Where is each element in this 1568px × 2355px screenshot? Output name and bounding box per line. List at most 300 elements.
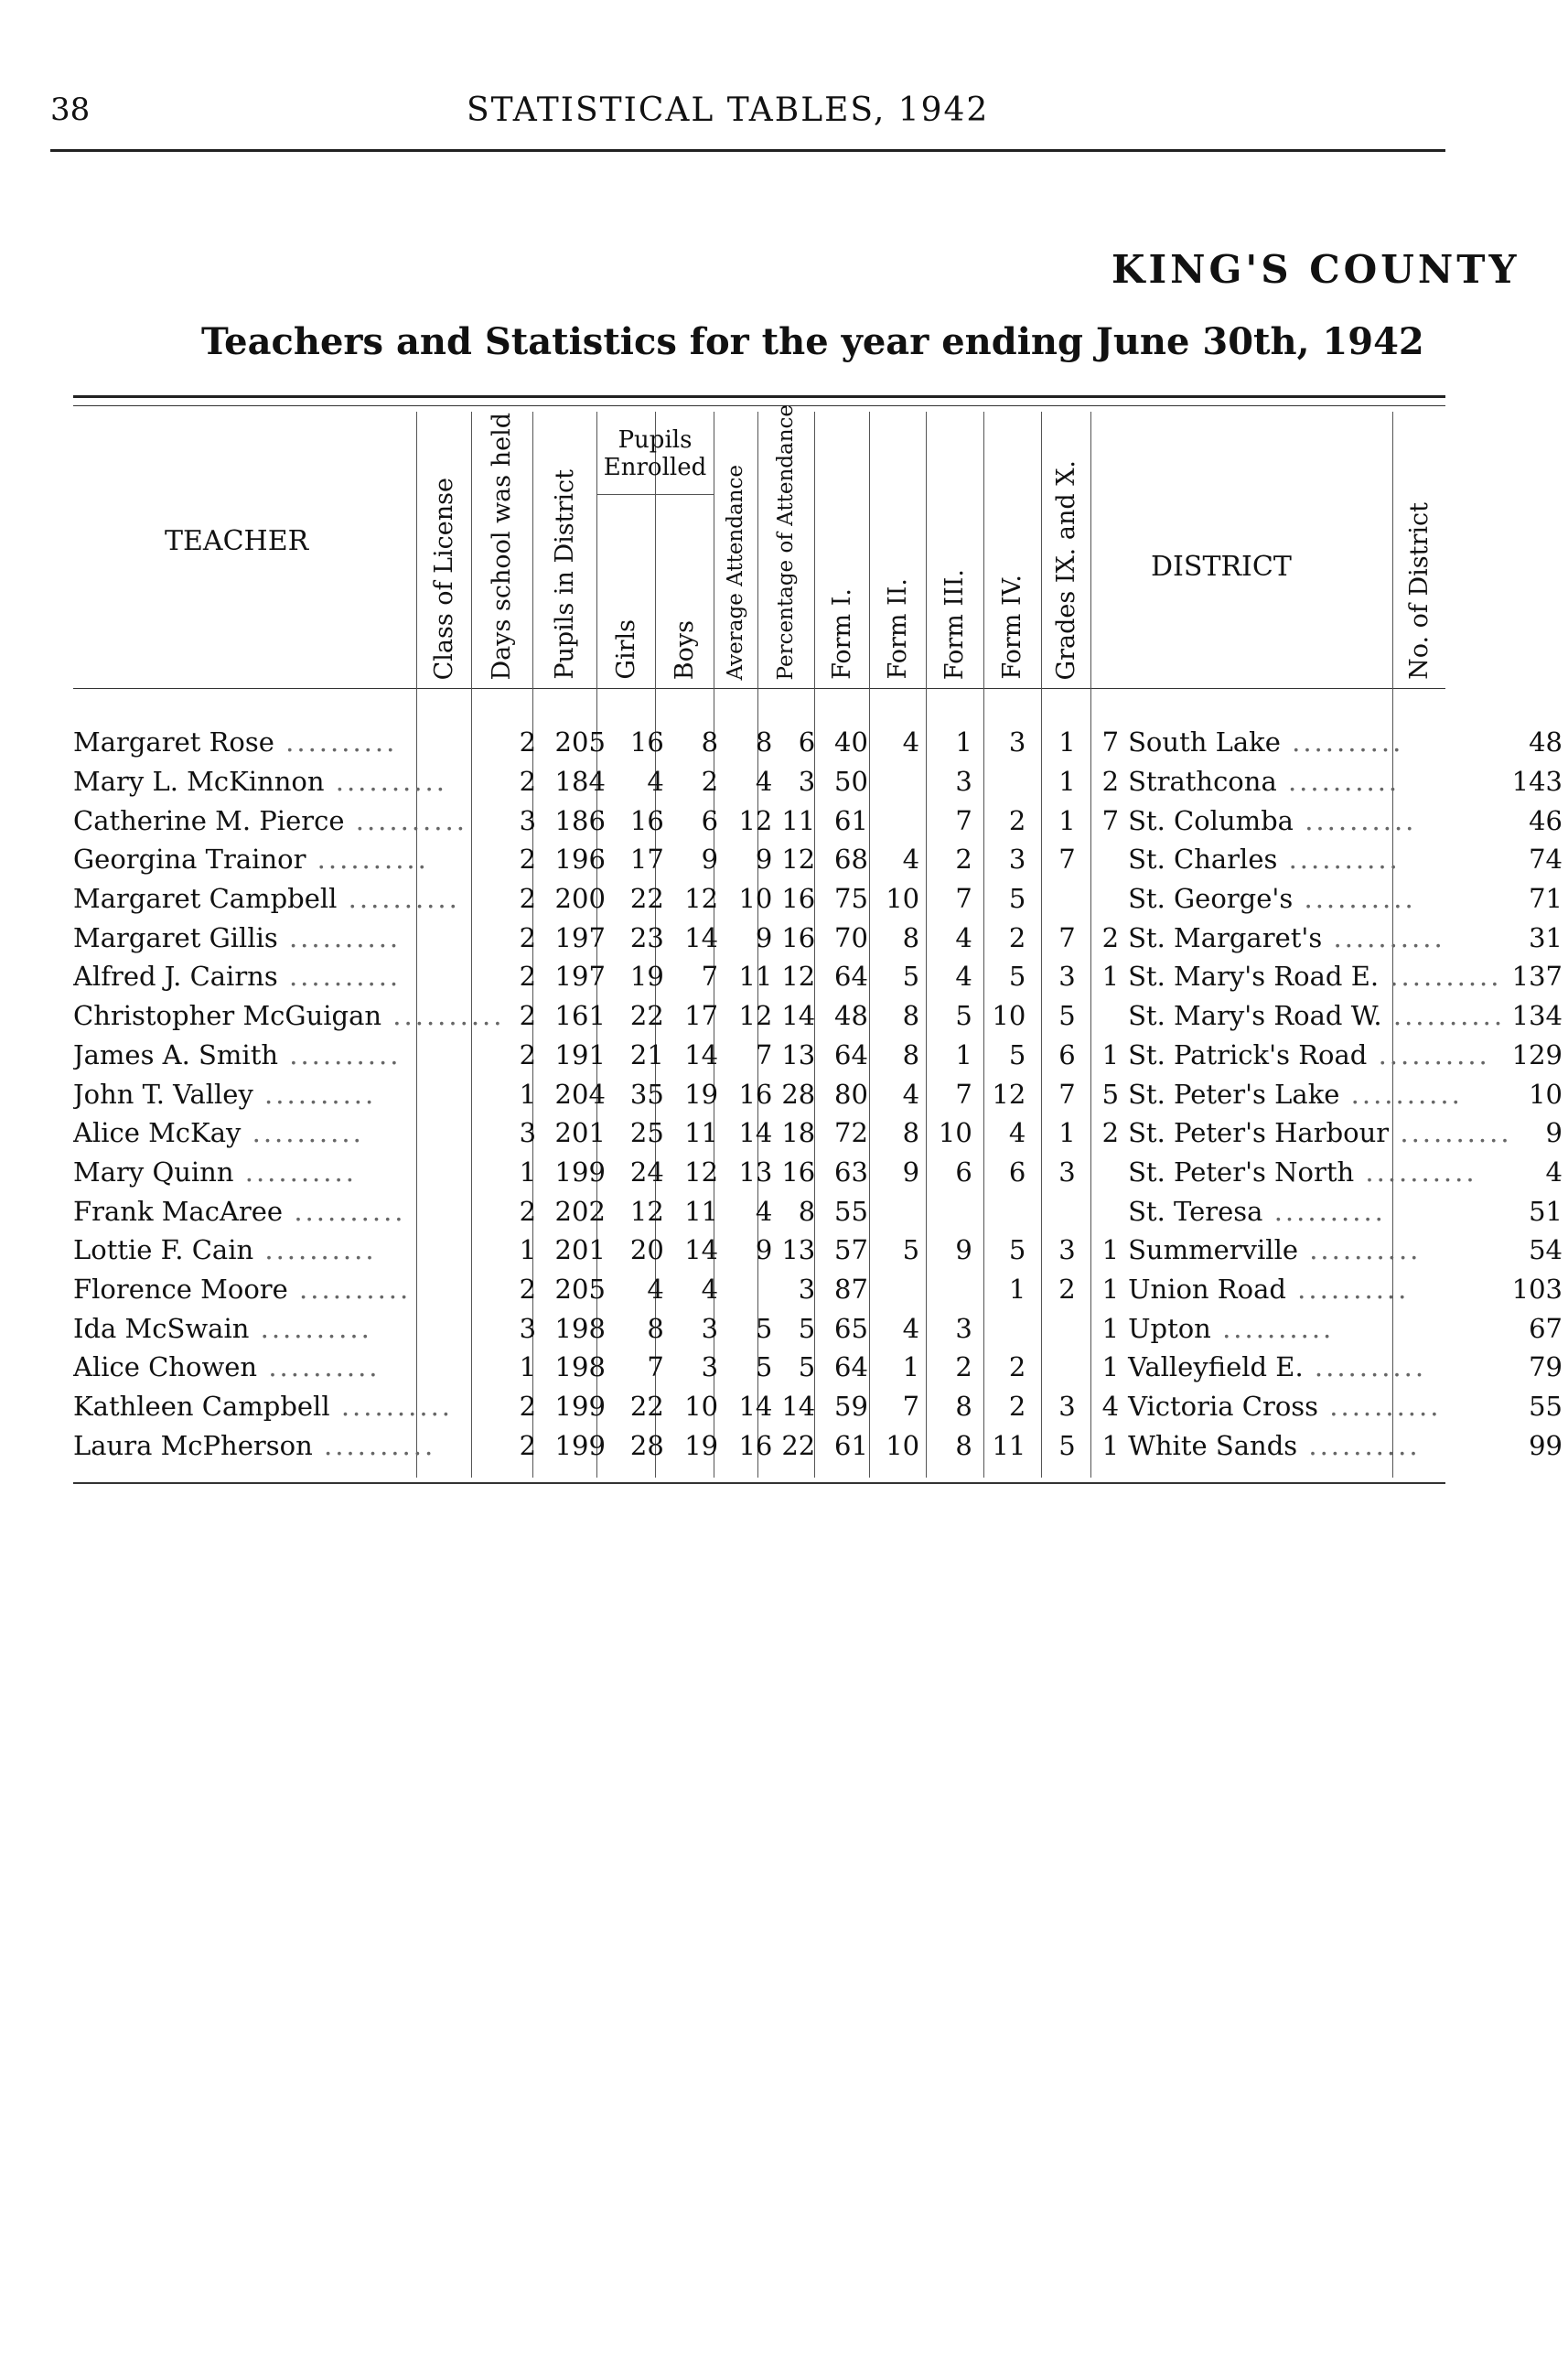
percentage-attendance-cell-text: 87: [834, 1273, 868, 1305]
class-of-license-cell: [504, 918, 551, 957]
form-2-cell-text: 5: [955, 1000, 972, 1032]
form-3-cell: [978, 1270, 1032, 1309]
district-number-cell-text: 134: [1511, 1000, 1563, 1032]
class-of-license-cell: [504, 801, 551, 840]
average-attendance-cell: [778, 1074, 821, 1113]
district-number-cell: [1512, 801, 1568, 840]
table-header-rule: [73, 688, 1445, 689]
form-2-cell-text: 3: [955, 766, 972, 798]
average-attendance-cell-text: 3: [798, 1273, 816, 1305]
boys-cell-text: 11: [738, 961, 773, 993]
grades-9-10-cell: [1081, 1036, 1124, 1075]
form-3-cell-text: 10: [992, 1000, 1026, 1032]
leader-dots: ..........: [1297, 1429, 1421, 1461]
girls-cell: [670, 1191, 724, 1231]
average-attendance-cell: [778, 1231, 821, 1270]
pupils-in-district-cell: [611, 1153, 670, 1192]
form-4-cell: [1031, 957, 1080, 996]
boys-cell-text: 9: [755, 1234, 773, 1266]
pupils-in-district-cell-text: 22: [629, 1000, 664, 1032]
district-name-text: St. Mary's Road E.: [1128, 961, 1380, 993]
form-3-cell-text: 4: [1008, 1117, 1026, 1149]
average-attendance-cell: [778, 879, 821, 919]
girls-cell-text: 10: [684, 1391, 719, 1423]
pupils-in-district-cell: [611, 1074, 670, 1113]
form-2-cell: [925, 1425, 978, 1465]
boys-cell-text: 16: [738, 1078, 773, 1110]
leader-dots: ..........: [337, 883, 460, 915]
district-number-cell: [1512, 1387, 1568, 1426]
girls-cell-text: 14: [684, 1234, 719, 1266]
days-held-cell: [551, 1074, 611, 1113]
class-of-license-cell: [504, 1036, 551, 1075]
average-attendance-cell: [778, 801, 821, 840]
pupils-in-district-cell: [611, 762, 670, 801]
girls-cell-text: 11: [684, 1195, 719, 1227]
percentage-attendance-cell-text: 40: [834, 726, 868, 758]
leader-dots: ..........: [1293, 804, 1417, 836]
form-1-cell: [874, 1348, 925, 1387]
boys-cell-text: 13: [738, 1156, 773, 1188]
boys-cell-text: 5: [755, 1312, 773, 1344]
girls-cell: [670, 840, 724, 879]
form-1-cell: [874, 918, 925, 957]
boys-cell-text: 10: [738, 883, 773, 915]
average-attendance-cell: [778, 918, 821, 957]
percentage-attendance-cell: [821, 723, 874, 762]
leader-dots: ..........: [1303, 1351, 1427, 1383]
grades-9-10-cell: [1081, 762, 1124, 801]
district-name-text: Upton: [1128, 1312, 1211, 1344]
form-1-cell-text: 5: [902, 961, 920, 993]
boys-cell-text: 12: [738, 1000, 773, 1032]
percentage-attendance-cell: [821, 1270, 874, 1309]
form-3-cell: [978, 1036, 1032, 1075]
form-2-cell: [925, 918, 978, 957]
percentage-attendance-cell: [821, 957, 874, 996]
form-4-cell-text: 5: [1058, 1429, 1076, 1461]
form-3-cell-text: 12: [992, 1078, 1026, 1110]
table-row: [73, 1113, 1568, 1153]
pupils-in-district-cell: [611, 918, 670, 957]
days-held-cell: [551, 1348, 611, 1387]
class-of-license-cell: [504, 957, 551, 996]
form-1-cell: [874, 840, 925, 879]
district-name-text: Valleyfield E.: [1128, 1351, 1304, 1383]
leader-dots: ..........: [249, 1312, 372, 1344]
teacher-name-text: Christopher McGuigan: [73, 1000, 382, 1032]
boys-cell-text: 4: [755, 1195, 773, 1227]
average-attendance-cell-text: 18: [781, 1117, 816, 1149]
district-number-cell: [1512, 879, 1568, 919]
grades-9-10-cell-text: 1: [1101, 1234, 1120, 1266]
header-pupils-in-district: Pupils in District: [550, 469, 579, 680]
pupils-in-district-cell-text: 16: [629, 726, 664, 758]
form-3-cell-text: 3: [1008, 726, 1026, 758]
grades-9-10-cell-text: 1: [1101, 1312, 1120, 1344]
district-name: [1124, 1036, 1512, 1075]
district-number-cell-text: 9: [1545, 1117, 1563, 1149]
average-attendance-cell: [778, 957, 821, 996]
average-attendance-cell-text: 6: [798, 726, 816, 758]
form-4-cell: [1031, 879, 1080, 919]
leader-dots: ..........: [253, 1234, 377, 1266]
district-name: [1124, 957, 1512, 996]
grades-9-10-cell: [1081, 1308, 1124, 1348]
pupils-in-district-cell-text: 4: [647, 766, 664, 798]
boys-cell-text: 4: [755, 766, 773, 798]
table-row: [73, 1425, 1568, 1465]
leader-dots: ..........: [278, 1038, 402, 1070]
form-2-cell: [925, 1387, 978, 1426]
percentage-attendance-cell: [821, 1308, 874, 1348]
average-attendance-cell-text: 14: [781, 1000, 816, 1032]
header-boys: Boys: [670, 619, 699, 680]
form-1-cell: [874, 1387, 925, 1426]
leader-dots: ..........: [1379, 961, 1502, 993]
form-3-cell: [978, 1308, 1032, 1348]
district-name: [1124, 1308, 1512, 1348]
form-1-cell-text: 8: [902, 1038, 920, 1070]
boys-cell-text: 16: [738, 1429, 773, 1461]
teacher-name: [73, 1036, 504, 1075]
girls-cell-text: 7: [701, 961, 719, 993]
average-attendance-cell: [778, 1191, 821, 1231]
girls-cell: [670, 1074, 724, 1113]
leader-dots: ..........: [257, 1351, 381, 1383]
class-of-license-cell: [504, 1074, 551, 1113]
boys-cell: [724, 723, 778, 762]
pupils-in-district-cell: [611, 1113, 670, 1153]
girls-cell-text: 11: [684, 1117, 719, 1149]
form-2-cell: [925, 996, 978, 1036]
form-2-cell-text: 4: [955, 921, 972, 953]
days-held-cell: [551, 1308, 611, 1348]
teacher-name-text: Alice Chowen: [73, 1351, 258, 1383]
average-attendance-cell: [778, 840, 821, 879]
teacher-name: [73, 1113, 504, 1153]
pupils-in-district-cell: [611, 1348, 670, 1387]
pupils-in-district-cell: [611, 1387, 670, 1426]
days-held-cell-text: 196: [554, 844, 606, 876]
form-1-cell: [874, 1308, 925, 1348]
average-attendance-cell-text: 11: [781, 804, 816, 836]
form-2-cell-text: 7: [955, 883, 972, 915]
form-2-cell: [925, 1270, 978, 1309]
form-2-cell: [925, 1191, 978, 1231]
form-2-cell-text: 6: [955, 1156, 972, 1188]
form-3-cell-text: 6: [1008, 1156, 1026, 1188]
table-row: [73, 918, 1568, 957]
percentage-attendance-cell: [821, 762, 874, 801]
girls-cell: [670, 1348, 724, 1387]
form-1-cell: [874, 879, 925, 919]
grades-9-10-cell: [1081, 996, 1124, 1036]
district-name: [1124, 723, 1512, 762]
percentage-attendance-cell-text: 50: [834, 766, 868, 798]
table-row: [73, 996, 1568, 1036]
district-name-text: St. Peter's Harbour: [1128, 1117, 1390, 1149]
girls-cell-text: 12: [684, 1156, 719, 1188]
grades-9-10-cell: [1081, 918, 1124, 957]
form-3-cell: [978, 879, 1032, 919]
header-grades-9-10: Grades IX. and X.: [1051, 459, 1080, 680]
district-name-text: St. Teresa: [1128, 1195, 1263, 1227]
percentage-attendance-cell-text: 70: [834, 921, 868, 953]
boys-cell: [724, 1387, 778, 1426]
form-2-cell: [925, 1074, 978, 1113]
form-4-cell: [1031, 1270, 1080, 1309]
district-name: [1124, 1153, 1512, 1192]
teacher-name-text: Laura McPherson: [73, 1429, 313, 1461]
class-of-license-cell: [504, 723, 551, 762]
percentage-attendance-cell: [821, 840, 874, 879]
boys-cell: [724, 1348, 778, 1387]
district-name-text: St. Patrick's Road: [1128, 1038, 1368, 1070]
form-2-cell-text: 1: [955, 726, 972, 758]
form-1-cell: [874, 801, 925, 840]
district-number-cell: [1512, 1074, 1568, 1113]
average-attendance-cell-text: 22: [781, 1429, 816, 1461]
class-of-license-cell: [504, 1308, 551, 1348]
district-number-cell: [1512, 1425, 1568, 1465]
boys-cell: [724, 801, 778, 840]
district-name: [1124, 918, 1512, 957]
district-number-cell: [1512, 1308, 1568, 1348]
days-held-cell: [551, 1425, 611, 1465]
average-attendance-cell-text: 16: [781, 883, 816, 915]
boys-cell: [724, 1113, 778, 1153]
girls-cell-text: 6: [701, 804, 719, 836]
page-number: 38: [50, 91, 91, 128]
district-name: [1124, 1270, 1512, 1309]
form-4-cell: [1031, 723, 1080, 762]
form-3-cell-text: 2: [1008, 804, 1026, 836]
form-2-cell: [925, 801, 978, 840]
grades-9-10-cell: [1081, 957, 1124, 996]
form-1-cell: [874, 723, 925, 762]
district-name-text: St. George's: [1128, 883, 1294, 915]
district-name-text: Summerville: [1128, 1234, 1298, 1266]
header-class-of-license: Class of License: [429, 477, 458, 680]
district-number-cell: [1512, 1036, 1568, 1075]
form-2-cell-text: 8: [955, 1429, 972, 1461]
percentage-attendance-cell-text: 59: [834, 1391, 868, 1423]
form-1-cell: [874, 996, 925, 1036]
teacher-name-text: James A. Smith: [73, 1038, 279, 1070]
pupils-in-district-cell-text: 20: [629, 1234, 664, 1266]
form-1-cell: [874, 1270, 925, 1309]
district-number-cell-text: 143: [1511, 766, 1563, 798]
teacher-name-text: Frank MacAree: [73, 1195, 284, 1227]
boys-cell: [724, 1425, 778, 1465]
pupils-in-district-cell: [611, 1308, 670, 1348]
leader-dots: ..........: [1293, 883, 1416, 915]
district-name-text: St. Charles: [1128, 844, 1278, 876]
header-rule: [50, 149, 1445, 152]
header-average-attendance: Average Attendance: [724, 464, 747, 680]
pupils-in-district-cell: [611, 1425, 670, 1465]
form-2-cell-text: 9: [955, 1234, 972, 1266]
table-bottom-rule: [73, 1482, 1445, 1484]
boys-cell: [724, 957, 778, 996]
boys-cell: [724, 762, 778, 801]
form-4-cell-text: 7: [1058, 1078, 1076, 1110]
teacher-name: [73, 1348, 504, 1387]
district-name: [1124, 801, 1512, 840]
form-1-cell: [874, 1113, 925, 1153]
girls-cell: [670, 1036, 724, 1075]
girls-cell: [670, 1425, 724, 1465]
district-number-cell-text: 137: [1511, 961, 1563, 993]
leader-dots: ..........: [277, 961, 402, 993]
table-body: [73, 723, 1568, 1465]
leader-dots: ..........: [233, 1156, 357, 1188]
teacher-name-text: Alfred J. Cairns: [73, 961, 278, 993]
form-4-cell: [1031, 801, 1080, 840]
district-number-cell-text: 31: [1529, 921, 1563, 953]
district-number-cell-text: 46: [1529, 804, 1563, 836]
form-4-cell-text: 6: [1058, 1038, 1076, 1070]
pupils-in-district-cell-text: 28: [629, 1429, 664, 1461]
district-name: [1124, 840, 1512, 879]
district-number-cell: [1512, 1113, 1568, 1153]
teacher-name-text: Mary Quinn: [73, 1156, 234, 1188]
form-2-cell-text: 1: [955, 1038, 972, 1070]
form-3-cell: [978, 1113, 1032, 1153]
district-number-cell-text: 4: [1545, 1156, 1563, 1188]
days-held-cell: [551, 1270, 611, 1309]
leader-dots: ..........: [1285, 1273, 1410, 1305]
table-row: [73, 801, 1568, 840]
pupils-in-district-cell-text: 35: [629, 1078, 664, 1110]
leader-dots: ..........: [1298, 1234, 1422, 1266]
girls-cell: [670, 996, 724, 1036]
boys-cell: [724, 1191, 778, 1231]
boys-cell: [724, 918, 778, 957]
table-row: [73, 1191, 1568, 1231]
boys-cell-text: 14: [738, 1117, 773, 1149]
table-row: [73, 1308, 1568, 1348]
header-pupils-enrolled: Pupils Enrolled: [603, 426, 707, 481]
average-attendance-cell: [778, 1425, 821, 1465]
grades-9-10-cell-text: 2: [1101, 766, 1120, 798]
table-row: [73, 1036, 1568, 1075]
days-held-cell: [551, 957, 611, 996]
teacher-name-text: Alice McKay: [73, 1117, 242, 1149]
girls-cell: [670, 762, 724, 801]
leader-dots: ..........: [344, 804, 467, 836]
days-held-cell-text: 199: [554, 1429, 606, 1461]
teacher-name-text: Florence Moore: [73, 1273, 288, 1305]
girls-cell-text: 12: [684, 883, 719, 915]
boys-cell-text: 7: [755, 1038, 773, 1070]
leader-dots: ..........: [1367, 1038, 1490, 1070]
percentage-attendance-cell: [821, 1387, 874, 1426]
form-4-cell-text: 5: [1058, 1000, 1076, 1032]
days-held-cell: [551, 840, 611, 879]
form-4-cell: [1031, 1191, 1080, 1231]
days-held-cell-text: 200: [554, 883, 606, 915]
form-1-cell-text: 9: [902, 1156, 920, 1188]
form-1-cell-text: 10: [886, 1429, 920, 1461]
form-4-cell-text: 1: [1058, 804, 1076, 836]
days-held-cell-text: 202: [554, 1195, 606, 1227]
grades-9-10-cell: [1081, 840, 1124, 879]
percentage-attendance-cell-text: 80: [834, 1078, 868, 1110]
district-number-cell-text: 74: [1529, 844, 1563, 876]
form-2-cell: [925, 762, 978, 801]
table-top-rule: [73, 395, 1445, 398]
class-of-license-cell-text: 2: [519, 1273, 537, 1305]
pupils-in-district-cell: [611, 957, 670, 996]
form-1-cell-text: 10: [886, 883, 920, 915]
district-number-cell: [1512, 996, 1568, 1036]
grades-9-10-cell: [1081, 1425, 1124, 1465]
teacher-name: [73, 918, 504, 957]
form-4-cell: [1031, 918, 1080, 957]
form-1-cell: [874, 1191, 925, 1231]
boys-cell: [724, 879, 778, 919]
class-of-license-cell: [504, 996, 551, 1036]
boys-cell: [724, 840, 778, 879]
form-2-cell: [925, 957, 978, 996]
teacher-name: [73, 957, 504, 996]
district-name: [1124, 1348, 1512, 1387]
district-number-cell: [1512, 1191, 1568, 1231]
form-2-cell: [925, 1036, 978, 1075]
form-3-cell: [978, 1191, 1032, 1231]
form-4-cell: [1031, 1387, 1080, 1426]
form-3-cell: [978, 957, 1032, 996]
days-held-cell: [551, 1153, 611, 1192]
table-row: [73, 1270, 1568, 1309]
girls-cell-text: 14: [684, 921, 719, 953]
district-name: [1124, 1387, 1512, 1426]
district-number-cell-text: 79: [1529, 1351, 1563, 1383]
form-1-cell-text: 1: [902, 1351, 920, 1383]
form-4-cell: [1031, 1348, 1080, 1387]
girls-cell: [670, 1113, 724, 1153]
grades-9-10-cell-text: 1: [1101, 1273, 1120, 1305]
form-2-cell: [925, 1153, 978, 1192]
district-name-text: St. Peter's Lake: [1128, 1078, 1340, 1110]
pupils-in-district-cell: [611, 840, 670, 879]
pupils-in-district-cell-text: 8: [647, 1312, 664, 1344]
district-number-cell: [1512, 840, 1568, 879]
district-name: [1124, 1191, 1512, 1231]
leader-dots: ..........: [1339, 1078, 1463, 1110]
table-row: [73, 1153, 1568, 1192]
leader-dots: ..........: [1277, 844, 1401, 876]
form-1-cell-text: 4: [902, 1078, 920, 1110]
district-name-text: White Sands: [1128, 1429, 1298, 1461]
boys-cell-text: 9: [755, 844, 773, 876]
average-attendance-cell-text: 28: [781, 1078, 816, 1110]
teacher-name: [73, 801, 504, 840]
teacher-name: [73, 723, 504, 762]
district-number-cell-text: 99: [1529, 1429, 1563, 1461]
form-3-cell: [978, 1231, 1032, 1270]
form-4-cell: [1031, 1308, 1080, 1348]
class-of-license-cell-text: 2: [519, 844, 537, 876]
class-of-license-cell: [504, 1387, 551, 1426]
district-number-cell-text: 48: [1529, 726, 1563, 758]
table-subtitle: Teachers and Statistics for the year ending June 30th, 1942: [201, 320, 1424, 363]
girls-cell: [670, 1153, 724, 1192]
girls-cell: [670, 723, 724, 762]
average-attendance-cell-text: 14: [781, 1391, 816, 1423]
